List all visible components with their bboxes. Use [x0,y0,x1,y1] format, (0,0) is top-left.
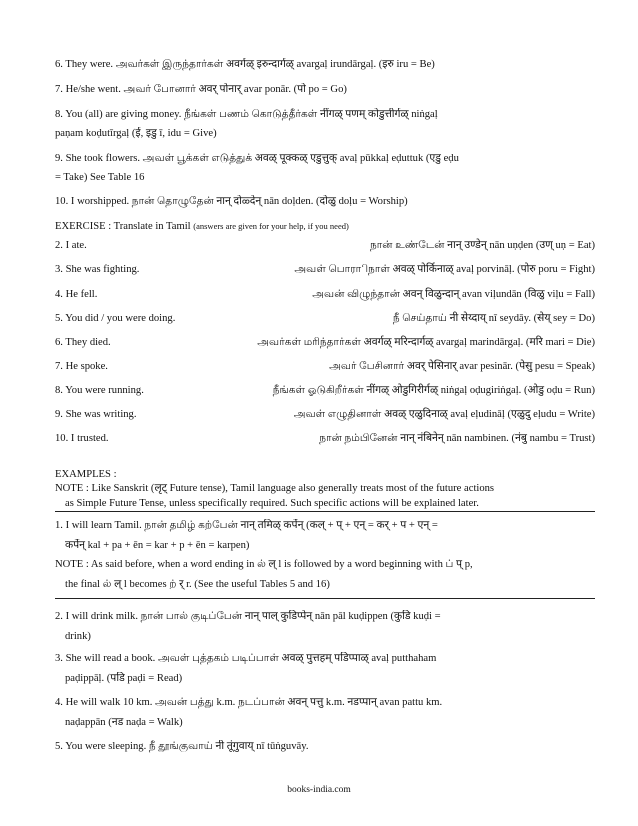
examples-note-line: as Simple Future Tense, unless specifically required. Such specific actions will be explained later. [65,498,479,509]
exercise-tamil: அவள் எழுதினாள் अवळ् एळुदिनाळ् avaḷ eḷudināḷ (एळुदु eḷudu = Write) [293,409,595,420]
examples-note-2: NOTE : As said before, when a word ending in ல் ल् l is followed by a word beginning with ப் प् p, [55,559,473,570]
line-9-continued: = Take) See Table 16 [55,172,145,183]
line-7-he-went: 7. He/she went. அவர் போனார் अवर् पोनार् avar ponār. (पो po = Go) [55,84,347,95]
exercise-tamil: நீங்கள் ஓடுகிறீர்கள் नींगळ् ओडुगिरीर्गळ् niṅgaḷ oḍugiriṅgaḷ. (ओडु oḍu = Run) [272,385,595,396]
example-2-continued: drink) [65,631,91,642]
exercise-english: 6. They died. [55,337,111,348]
line-10-worshipped: 10. I worshipped. நான் தொழுதேன் नान् दोळ्देन् nān doḷden. (दोळु doḷu = Worship) [55,196,408,207]
line-8-giving-money: 8. You (all) are giving money. நீங்கள் பணம் கொடுத்தீர்கள் नींगळ् पणम् कोडुत्तीर्गळ् niṅgaḷ [55,109,438,120]
exercise-tamil: நான் உண்டேன் नान् उण्डेन् nān uṇḍen (उण् uṇ = Eat) [369,240,595,251]
exercise-english: 2. I ate. [55,240,87,251]
exercise-english: 4. He fell. [55,289,98,300]
example-1-learn-tamil: 1. I will learn Tamil. நான் தமிழ் கற்பேன் नान् तमिळ् कर्पेन् (कल् + प् + एन् = कर् + प + एन् = [55,520,438,531]
exercise-tamil: அவள் பொராிநாள் अवळ् पोर्किनाळ् avaḷ porvināḷ. (पोरु poru = Fight) [294,264,595,275]
example-3-continued: paḍippāḷ. (पडि paḍi = Read) [65,673,183,684]
line-8-continued: paṇam koḍutīrgaḷ (ई, इडु ī, idu = Give) [55,128,217,139]
example-2-drink-milk: 2. I will drink milk. நான் பால் குடிப்பேன் नान् पाल् कुडिप्पेन् nān pāl kuḍippen (कुडि kuḍi = [55,611,441,622]
example-4-walk: 4. He will walk 10 km. அவன் பத்து k.m. நடப்பான் अवन् पत्तु k.m. नडप्पान् avan pattu km. [55,697,443,708]
exercise-english: 9. She was writing. [55,409,137,420]
exercise-english: 3. She was fighting. [55,264,140,275]
example-5-sleeping: 5. You were sleeping. நீ தூங்குவாய் नी तूंगुवाय् nī tūṅguvāy. [55,741,309,752]
exercise-english: 8. You were running. [55,385,144,396]
exercise-tamil: அவர்கள் மரிந்தார்கள் अवर्गळ् मरिन्दार्गळ् avargaḷ marindārgaḷ. (मरि mari = Die) [257,337,595,348]
exercise-note: (answers are given for your help, if you need) [193,221,349,231]
exercise-english: 5. You did / you were doing. [55,313,176,324]
exercise-english: 7. He spoke. [55,361,108,372]
examples-note-line: NOTE : Like Sanskrit (लृट् Future tense), Tamil language also generally treats most of the future actions [55,483,495,494]
exercise-tamil: அவன் விழுந்தான் अवन् विळुन्दान् avan viḷundān (विळु viḷu = Fall) [312,289,595,300]
exercise-title: EXERCISE : Translate in Tamil [55,221,191,232]
footer-site: books-india.com [287,785,351,795]
example-1-continued: कर्पेन् kal + pa + ēn = kar + p + ēn = karpen) [65,540,250,551]
section-divider [55,598,595,599]
line-9-took-flowers: 9. She took flowers. அவள் பூக்கள் எடுத்துக் अवळ् पूक्कळ् एडुत्तुक् avaḷ pūkkaḷ eḍuttuk (एडु eḍu [55,153,459,164]
examples-note-2-continued: the final ல் ल् l becomes ற் र् r. (See the useful Tables 5 and 16) [65,579,330,590]
exercise-tamil: நான் நம்பினேன் नान् नंबिनेन् nān nambinen. (नंबु nambu = Trust) [319,433,595,444]
exercise-tamil: அவர் பேசினார் अवर् पेसिनार् avar pesinār. (पेसु pesu = Speak) [329,361,595,372]
exercise-tamil: நீ செய்தாய் नी सेय्दाय् nī seydāy. (सेय् sey = Do) [392,313,595,324]
exercise-english: 10. I trusted. [55,433,109,444]
section-divider [55,511,595,512]
example-4-continued: naḍappān (नड naḍa = Walk) [65,717,183,728]
line-6-they-were: 6. They were. அவர்கள் இருந்தார்கள் अवर्गळ् इरुन्दार्गळ् avargaḷ irundārgaḷ. (इरु iru = Be) [55,59,435,70]
examples-title: EXAMPLES : [55,469,117,480]
example-3-read-book: 3. She will read a book. அவள் புத்தகம் படிப்பாள் अवळ् पुत्तहम् पडिप्पाळ् avaḷ putthaham [55,653,437,664]
exercise-header [55,220,595,233]
